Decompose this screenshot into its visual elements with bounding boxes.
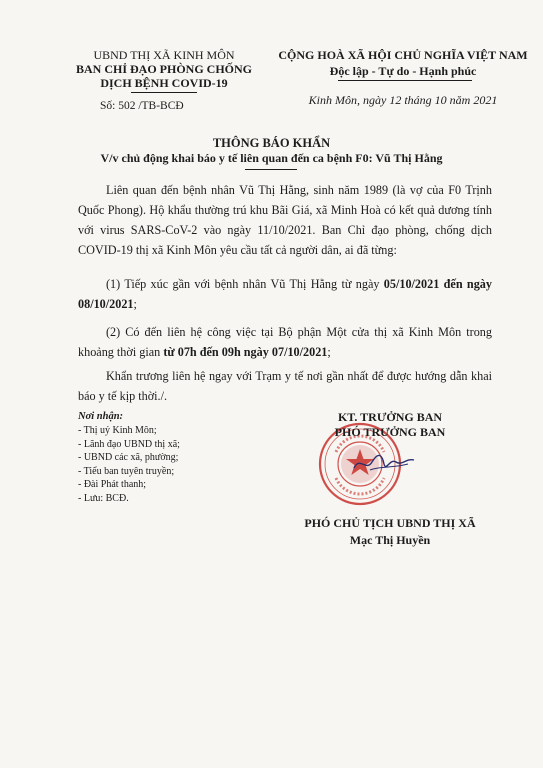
recipient-item: - Thị uỷ Kinh Môn; bbox=[78, 425, 157, 436]
header-left-underline bbox=[131, 92, 197, 93]
p3-end: ; bbox=[327, 345, 331, 359]
notice-title: THÔNG BÁO KHẨN bbox=[212, 136, 331, 150]
body-paragraph-1: Liên quan đến bệnh nhân Vũ Thị Hằng, sinh năm 1989 (là vợ của F0 Trịnh Quốc Phong). Hộ khẩu thường trú khu Bãi Giá, xã Minh Hoà có kết quả dương tính với virus SARS-CoV-2 vào ngày 11/10/2021. Ban Chỉ đạo phòng, chống dịch COVID-19 thị xã Kinh Môn yêu cầu tất cả người dân, ai đã từng: bbox=[78, 183, 492, 257]
national-motto: Độc lập - Tự do - Hạnh phúc bbox=[329, 64, 477, 78]
handwritten-signature-icon bbox=[350, 448, 420, 478]
recipient-item: - Đài Phát thanh; bbox=[78, 479, 147, 490]
recipient-item: - Tiểu ban tuyên truyền; bbox=[78, 465, 175, 477]
subject-underline bbox=[245, 169, 297, 170]
agency-name: UBND THỊ XÃ KINH MÔN bbox=[93, 48, 235, 62]
p2-end: ; bbox=[133, 297, 137, 311]
body-paragraph-4: Khẩn trương liên hệ ngay với Trạm y tế nơi gần nhất để được hướng dẫn khai báo y tế kịp thời./. bbox=[78, 369, 492, 403]
national-title: CỘNG HOÀ XÃ HỘI CHỦ NGHĨA VIỆT NAM bbox=[278, 48, 528, 62]
p2-dates: 05/10/2021 đến ngày 08/10/2021 bbox=[78, 277, 492, 311]
document-number: Số: 502 /TB-BCĐ bbox=[100, 100, 184, 112]
signature-kt: KT. TRƯỞNG BAN bbox=[337, 410, 443, 424]
recipients-heading: Nơi nhận: bbox=[78, 411, 124, 422]
signature-deputy: PHÓ TRƯỞNG BAN bbox=[334, 425, 446, 439]
signer-position: PHÓ CHỦ TỊCH UBND THỊ XÃ bbox=[304, 516, 476, 530]
recipient-item: - UBND các xã, phường; bbox=[78, 452, 179, 463]
body-paragraph-2 bbox=[78, 274, 492, 314]
p2-text: (1) Tiếp xúc gần với bệnh nhân Vũ Thị Hằng từ ngày bbox=[106, 277, 384, 291]
signer-name: Mạc Thị Huyền bbox=[349, 533, 431, 547]
recipient-item: - Lãnh đạo UBND thị xã; bbox=[78, 438, 180, 450]
committee-name-2: DỊCH BỆNH COVID-19 bbox=[100, 76, 228, 90]
p3-time: từ 07h đến 09h ngày 07/10/2021 bbox=[163, 345, 328, 359]
motto-underline bbox=[338, 80, 472, 81]
notice-subject: V/v chủ động khai báo y tế liên quan đến ca bệnh F0: Vũ Thị Hằng bbox=[100, 151, 443, 165]
body-paragraph-3 bbox=[78, 322, 492, 362]
p3-text: (2) Có đến liên hệ công việc tại Bộ phận Một cửa thị xã Kinh Môn trong khoảng thời gian bbox=[78, 325, 492, 359]
recipient-item: - Lưu: BCĐ. bbox=[78, 492, 129, 504]
committee-name: BAN CHỈ ĐẠO PHÒNG CHỐNG bbox=[75, 62, 252, 76]
place-date: Kinh Môn, ngày 12 tháng 10 năm 2021 bbox=[308, 93, 498, 107]
